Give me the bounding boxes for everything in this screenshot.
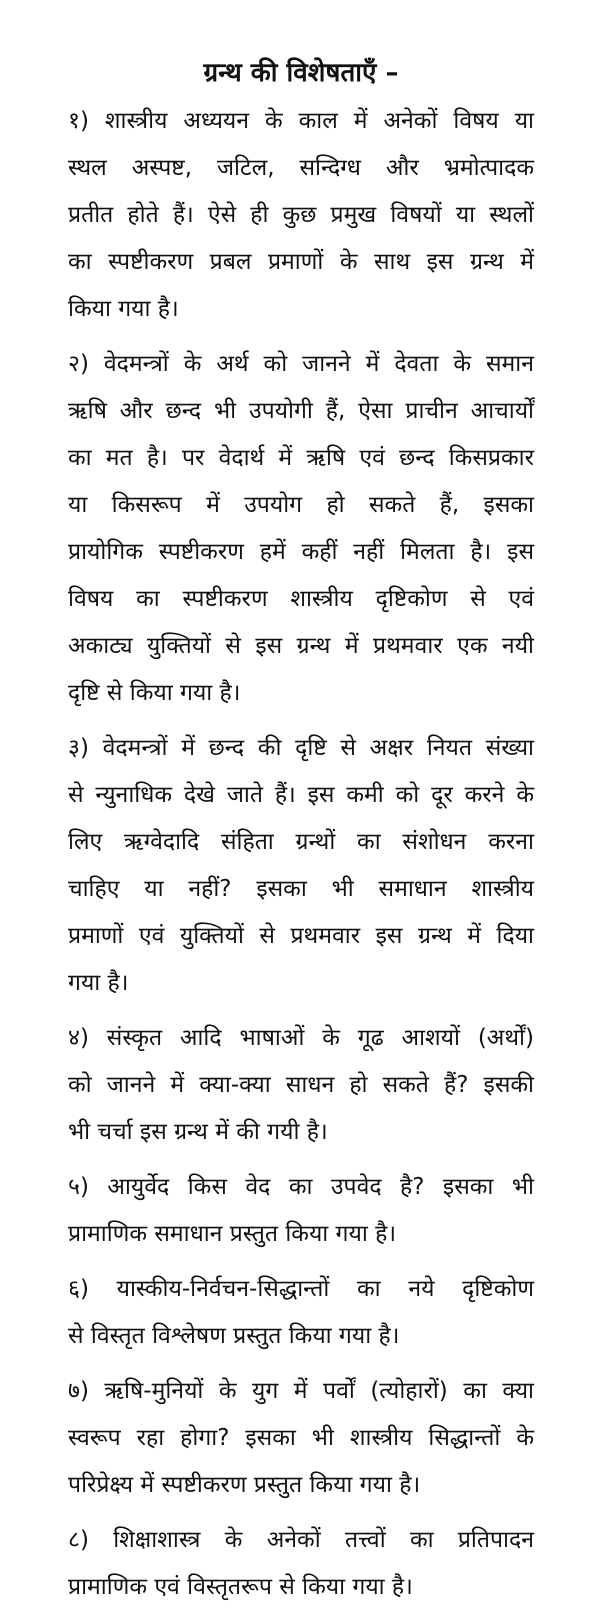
text-line: को जानने में क्या-क्या साधन हो सकते हैं? इसकी [68, 1072, 534, 1098]
text-line: १) शास्त्रीय अध्ययन के काल में अनेकों विषय या [68, 108, 534, 134]
text-line: ३) वेदमन्त्रों में छन्द की दृष्टि से अक्षर नियत संख्या [68, 735, 534, 761]
text-line: स्थल अस्पष्ट, जटिल, सन्दिग्ध और भ्रमोत्पादक [68, 155, 534, 181]
feature-paragraph-5 [68, 1164, 534, 1258]
text-line: प्रामाणिक समाधान प्रस्तुत किया गया है। [68, 1221, 397, 1247]
text-line: ४) संस्कृत आदि भाषाओं के गूढ आशयों (अर्थों) [68, 1025, 534, 1051]
text-line: दृष्टि से किया गया है। [68, 680, 241, 706]
feature-paragraph-3 [68, 725, 534, 1007]
text-line: से न्युनाधिक देखे जाते हैं। इस कमी को दूर करने के [68, 782, 534, 808]
text-line: ८) शिक्षाशास्त्र के अनेकों तत्त्वों का प्रतिपादन [68, 1527, 534, 1553]
text-line: ७) ऋषि-मुनियों के युग में पर्वों (त्योहारों) का क्या [68, 1378, 534, 1404]
text-line: ऋषि और छन्द भी उपयोगी हैं, ऐसा प्राचीन आचार्यों [68, 398, 534, 424]
text-line: भी चर्चा इस ग्रन्थ में की गयी है। [68, 1119, 328, 1145]
feature-paragraph-1 [68, 98, 534, 333]
feature-paragraph-4 [68, 1015, 534, 1156]
text-line: ५) आयुर्वेद किस वेद का उपवेद है? इसका भी [68, 1174, 534, 1200]
text-line: २) वेदमन्त्रों के अर्थ को जानने में देवता के समान [68, 351, 534, 377]
feature-paragraph-2 [68, 341, 534, 717]
text-line: प्रामाणिक एवं विस्तृतरूप से किया गया है। [68, 1574, 413, 1600]
page-title: ग्रन्थ की विशेषताएँ – [203, 58, 399, 88]
feature-paragraph-7 [68, 1368, 534, 1509]
text-line: प्रायोगिक स्पष्टीकरण हमें कहीं नहीं मिलता है। इस [68, 539, 534, 565]
text-line: विषय का स्पष्टीकरण शास्त्रीय दृष्टिकोण से एवं [68, 586, 534, 612]
text-line: ६) यास्कीय-निर्वचन-सिद्धान्तों का नये दृष्टिकोण [68, 1276, 534, 1302]
text-line: प्रमाणों एवं युक्तियों से प्रथमवार इस ग्रन्थ में दिया [68, 923, 534, 949]
text-line: प्रतीत होते हैं। ऐसे ही कुछ प्रमुख विषयों या स्थलों [68, 202, 534, 228]
text-line: गया है। [68, 970, 129, 996]
feature-paragraph-8 [68, 1517, 534, 1611]
text-line: का मत है। पर वेदार्थ में ऋषि एवं छन्द किसप्रकार [68, 445, 534, 471]
document-page [68, 48, 534, 1619]
text-line: किया गया है। [68, 296, 179, 322]
feature-paragraph-6 [68, 1266, 534, 1360]
text-line: से विस्तृत विश्लेषण प्रस्तुत किया गया है। [68, 1323, 400, 1349]
text-line: स्वरूप रहा होगा? इसका भी शास्त्रीय सिद्धान्तों के [68, 1425, 534, 1451]
text-line: चाहिए या नहीं? इसका भी समाधान शास्त्रीय [68, 876, 534, 902]
feature-list [68, 98, 534, 1611]
text-line: अकाट्य युक्तियों से इस ग्रन्थ में प्रथमवार एक नयी [68, 633, 534, 659]
text-line: का स्पष्टीकरण प्रबल प्रमाणों के साथ इस ग्रन्थ में [68, 249, 534, 275]
text-line: परिप्रेक्ष्य में स्पष्टीकरण प्रस्तुत किया गया है। [68, 1472, 421, 1498]
text-line: लिए ऋग्वेदादि संहिता ग्रन्थों का संशोधन करना [68, 829, 534, 855]
text-line: या किसरूप में उपयोग हो सकते हैं, इसका [68, 492, 534, 518]
